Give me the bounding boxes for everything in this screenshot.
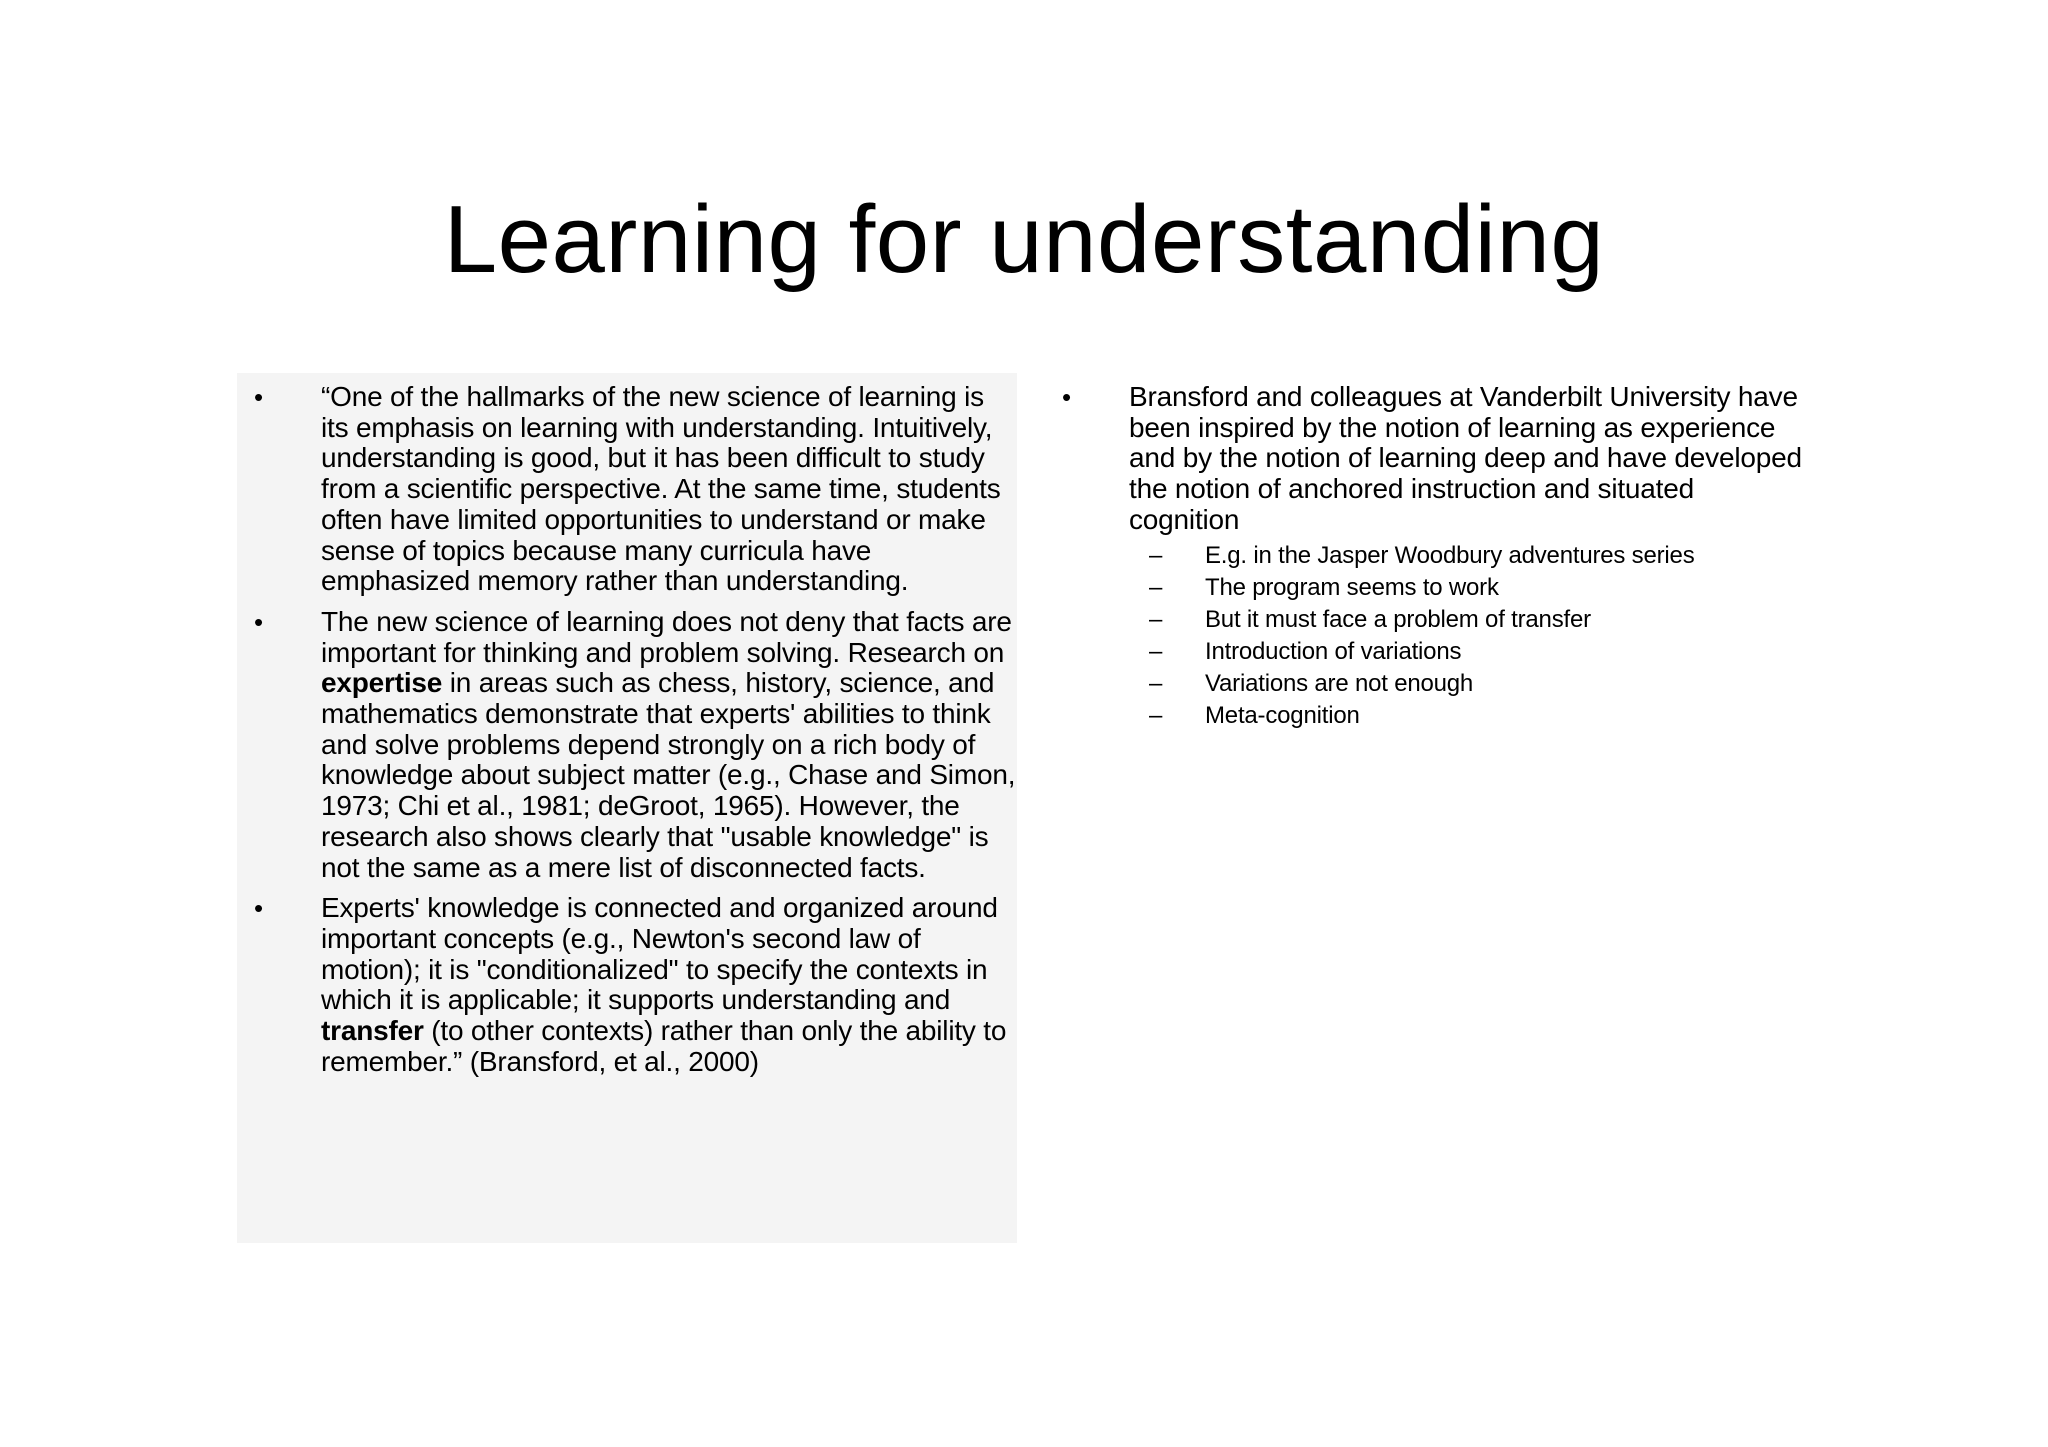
bullet-icon: •	[254, 606, 263, 637]
dash-icon: –	[1149, 637, 1163, 665]
sub-list-item	[1129, 604, 1805, 636]
bullet-text-part: (to other contexts) rather than only the ability to remember.” (Bransford, et al., 2000)	[321, 1015, 1007, 1077]
list-item	[1045, 382, 1805, 732]
bullet-text-part: Experts' knowledge is connected and organized around important concepts (e.g., Newton's second law of motion); it is "conditionalized" to specify the contexts in which it is applicable; it supports understanding and	[321, 892, 998, 1016]
bullet-text-part: in areas such as chess, history, science, and mathematics demonstrate that experts' abilities to think and solve problems depend strongly on a rich body of knowledge about subject matter (e.g., Chase and Simon, 1973; Chi et al., 1981; deGroot, 1965). However, the research also shows clearly that "usable knowledge" is not the same as a mere list of disconnected facts.	[321, 667, 1016, 883]
sub-list-item	[1129, 540, 1805, 572]
sub-list-item	[1129, 636, 1805, 668]
bullet-text-part: The new science of learning does not deny that facts are important for thinking and problem solving. Research on	[321, 605, 1012, 668]
slide-title: Learning for understanding	[443, 186, 1605, 293]
list-item	[237, 607, 1017, 883]
dash-icon: –	[1149, 669, 1163, 697]
sub-item-text: The program seems to work	[1205, 573, 1499, 601]
quote-bullet-list	[237, 382, 1017, 1087]
bullet-icon: •	[254, 893, 263, 924]
dash-icon: –	[1149, 573, 1163, 601]
sub-item-text: But it must face a problem of transfer	[1205, 605, 1591, 633]
vanderbilt-bullet-list	[1045, 382, 1805, 742]
bullet-text: “One of the hallmarks of the new science of learning is its emphasis on learning with understanding. Intuitively, understanding is good, but it has been difficult to study from a scientific perspective. At the same time, students often have limited opportunities to understand or make sense of topics because many curricula have emphasized memory rather than understanding.	[321, 381, 1001, 597]
list-item	[237, 382, 1017, 597]
bullet-icon: •	[254, 382, 263, 412]
bullet-text: Bransford and colleagues at Vanderbilt University have been inspired by the notion of learning as experience and by the notion of learning deep and have developed the notion of anchored instruction and situated cognition	[1129, 381, 1802, 535]
sub-list-item	[1129, 700, 1805, 732]
list-item	[237, 893, 1017, 1077]
sub-list-item	[1129, 572, 1805, 604]
sub-item-text: E.g. in the Jasper Woodbury adventures series	[1205, 541, 1695, 569]
dash-icon: –	[1149, 605, 1163, 633]
bold-term-transfer: transfer	[321, 1015, 424, 1047]
dash-icon: –	[1149, 541, 1163, 569]
sub-item-text: Variations are not enough	[1205, 669, 1474, 697]
dash-icon: –	[1149, 701, 1163, 729]
bold-term-expertise: expertise	[321, 667, 443, 699]
bullet-icon: •	[1062, 382, 1071, 412]
sub-bullet-list	[1129, 540, 1805, 732]
sub-item-text: Meta-cognition	[1205, 701, 1360, 729]
bullet-text	[321, 607, 1017, 883]
sub-item-text: Introduction of variations	[1205, 637, 1462, 665]
sub-list-item	[1129, 668, 1805, 700]
bullet-text	[321, 893, 1017, 1077]
